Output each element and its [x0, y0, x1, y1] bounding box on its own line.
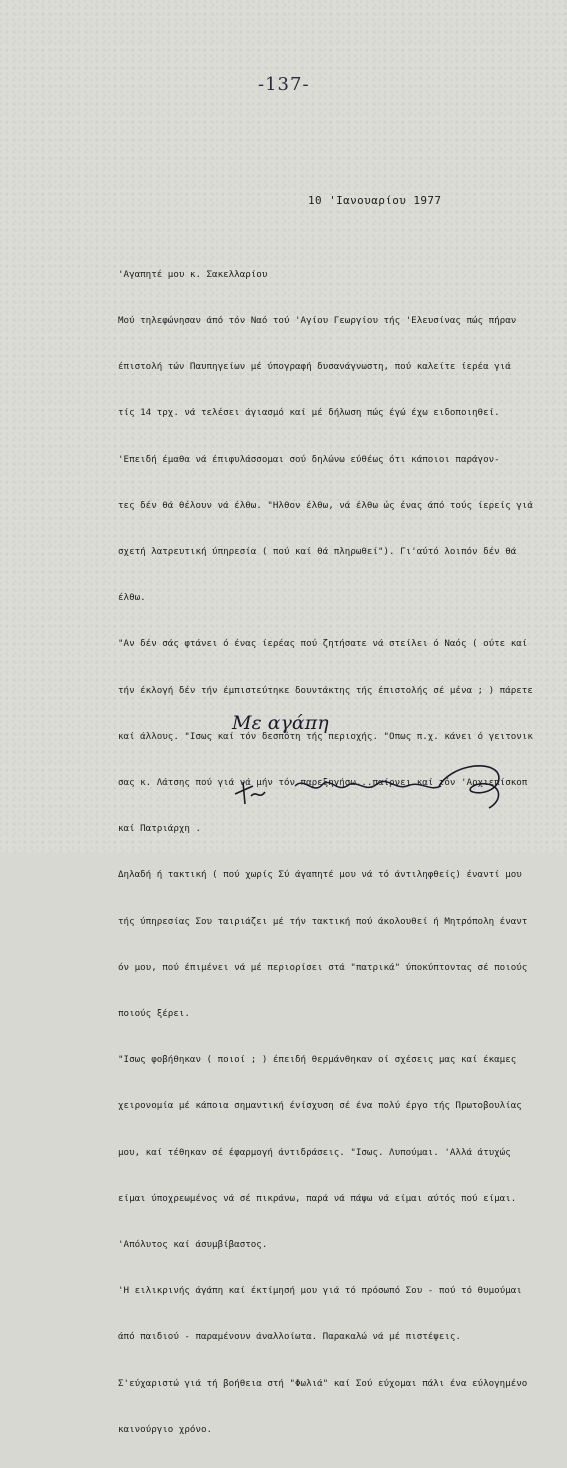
handwritten-signature — [225, 756, 515, 816]
page-number: -137- — [258, 74, 310, 95]
body-line: σχετή λατρευτική ύπηρεσία ( πού καί θά πληρωθεί"). Γι'αύτό λοιπόν δέν θά — [118, 546, 517, 558]
salutation: 'Αγαπητέ μου κ. Σακελλαρίου — [118, 268, 268, 280]
body-line: τής ύπηρεσίας Σου ταιριάζει μέ τήν τακτική πού άκολουθεί ή Μητρόπολη έναντ — [118, 915, 528, 927]
body-line: τες δέν θά θέλουν νά έλθω. "Ηλθον έλθω, νά έλθω ώς ένας άπό τούς ίερείς γιά — [118, 499, 533, 511]
letter-date: 10 'Ιανουαρίου 1977 — [308, 194, 442, 207]
body-line: τίς 14 τρχ. νά τελέσει άγιασμό καί μέ δήλωση πώς έγώ έχω ειδοποιηθεί. — [118, 407, 500, 419]
body-line: 'Επειδή έμαθα νά έπιφυλάσσομαι σού δηλώνω εύθέως ότι κάποιοι παράγον- — [118, 453, 500, 465]
body-line: τήν έκλογή δέν τήν έμπιστεύτηκε δουντάκτης τής έπιστολής σέ μένα ; ) πάρετε — [118, 684, 533, 696]
body-line: καινούργιο χρόνο. — [118, 1423, 213, 1435]
body-line: Σ'εύχαριστώ γιά τή βοήθεια στή "Φωλιά" καί Σού εύχομαι πάλι ένα εύλογημένο — [118, 1377, 528, 1389]
body-line: Μού τηλεφώνησαν άπό τόν Ναό τού 'Αγίου Γεωργίου τής 'Ελευσίνας πώς πήραν — [118, 315, 517, 327]
body-line: "Αν δέν σάς φτάνει ό ένας ίερέας πού ζητήσατε νά στείλει ό Ναός ( ούτε καί — [118, 638, 528, 650]
body-line: καί άλλους. "Ισως καί τόν δεσπότη τής περιοχής. "Οπως π.χ. κάνει ό γειτονικ — [118, 730, 533, 742]
body-line: άπό παιδιού - παραμένουν άναλλοίωτα. Παρακαλώ νά μέ πιστέψεις. — [118, 1331, 461, 1343]
body-line: είμαι ύποχρεωμένος νά σέ πικράνω, παρά νά πάψω νά είμαι αύτός πού είμαι. — [118, 1192, 517, 1204]
body-line: σας κ. Λάτσης πού γιά νά μήν τόν παρεξηγήσω...παίρνει καί τόν 'Αρχιεπίσκοπ — [118, 777, 528, 789]
body-line: ποιούς ξέρει. — [118, 1008, 190, 1020]
letter-body — [118, 236, 563, 1468]
body-line: Δηλαδή ή τακτική ( πού χωρίς Σύ άγαπητέ μου νά τό άντιληφθείς) έναντί μου — [118, 869, 522, 881]
body-line: καί Πατριάρχη . — [118, 823, 201, 835]
handwritten-closing: Με αγάπη — [232, 712, 329, 734]
body-line: μου, καί τέθηκαν σέ έφαρμογή άντιδράσεις. "Ισως. Λυπούμαι. 'Αλλά άτυχώς — [118, 1146, 511, 1158]
body-line: 'Απόλυτος καί άσυμβίβαστος. — [118, 1239, 268, 1251]
body-line: έλθω. — [118, 592, 146, 604]
body-line: όν μου, πού έπιμένει νά μέ περιορίσει στά "πατρικά" ύποκύπτοντας σέ ποιούς — [118, 961, 528, 973]
body-line: 'Η ειλικρινής άγάπη καί έκτίμησή μου γιά τό πρόσωπό Σου - πού τό θυμούμαι — [118, 1285, 522, 1297]
body-line: "Ισως φοβήθηκαν ( ποιοί ; ) έπειδή θερμάνθηκαν οί σχέσεις μας καί έκαμες — [118, 1054, 517, 1066]
body-line: έπιστολή τών Παυπηγείων μέ ύπογραφή δυσανάγνωστη, πού καλείτε ίερέα γιά — [118, 361, 511, 373]
body-line: χειρονομία μέ κάποια σημαντική ένίσχυση σέ ένα πολύ έργο τής Πρωτοβουλίας — [118, 1100, 522, 1112]
